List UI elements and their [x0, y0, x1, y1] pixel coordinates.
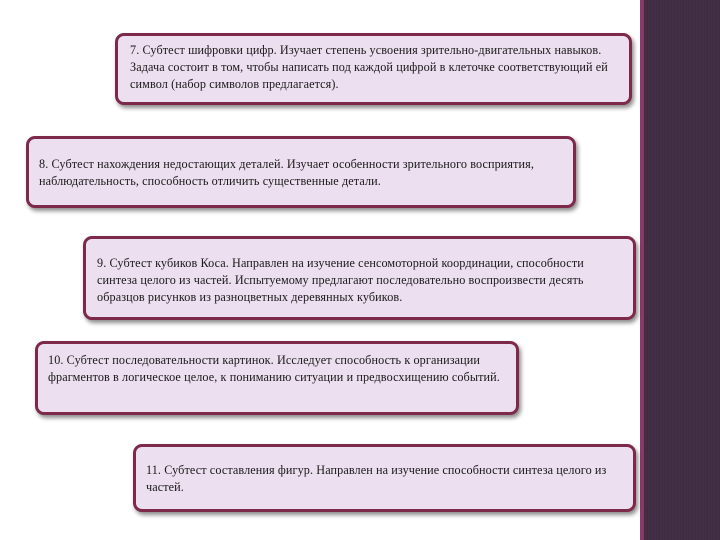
subtest-9-box: [83, 236, 636, 320]
subtest-10-text: 10. Субтест последовательности картинок. Исследует способность к организации фрагментов в логическое целое, к пониманию ситуации и предвосхищению событий.: [48, 353, 500, 384]
subtest-9-text: 9. Субтест кубиков Коса. Направлен на изучение сенсомоторной координации, способности синтеза целого из частей. Испытуемому предлагают последовательно воспроизвести десять образцов рисунков из разноцветных деревянных кубиков.: [97, 256, 584, 304]
subtest-7-text: 7. Субтест шифровки цифр. Изучает степень усвоения зрительно-двигательных навыков. Задача состоит в том, чтобы написать под каждой цифрой в клеточке соответствующий ей символ (набор символов предлагается).: [130, 43, 608, 91]
subtest-8-text: 8. Субтест нахождения недостающих деталей. Изучает особенности зрительного восприятия, наблюдательность, способность отличить существенные детали.: [39, 157, 535, 188]
subtest-7-box: [115, 33, 632, 105]
subtest-11-text: 11. Субтест составления фигур. Направлен на изучение способности синтеза целого из частей.: [146, 463, 607, 494]
subtest-11-box: [133, 444, 636, 512]
sidebar-divider: [640, 0, 644, 540]
subtest-8-box: [26, 136, 576, 208]
subtest-10-box: [35, 341, 519, 415]
decorative-sidebar: [642, 0, 720, 540]
